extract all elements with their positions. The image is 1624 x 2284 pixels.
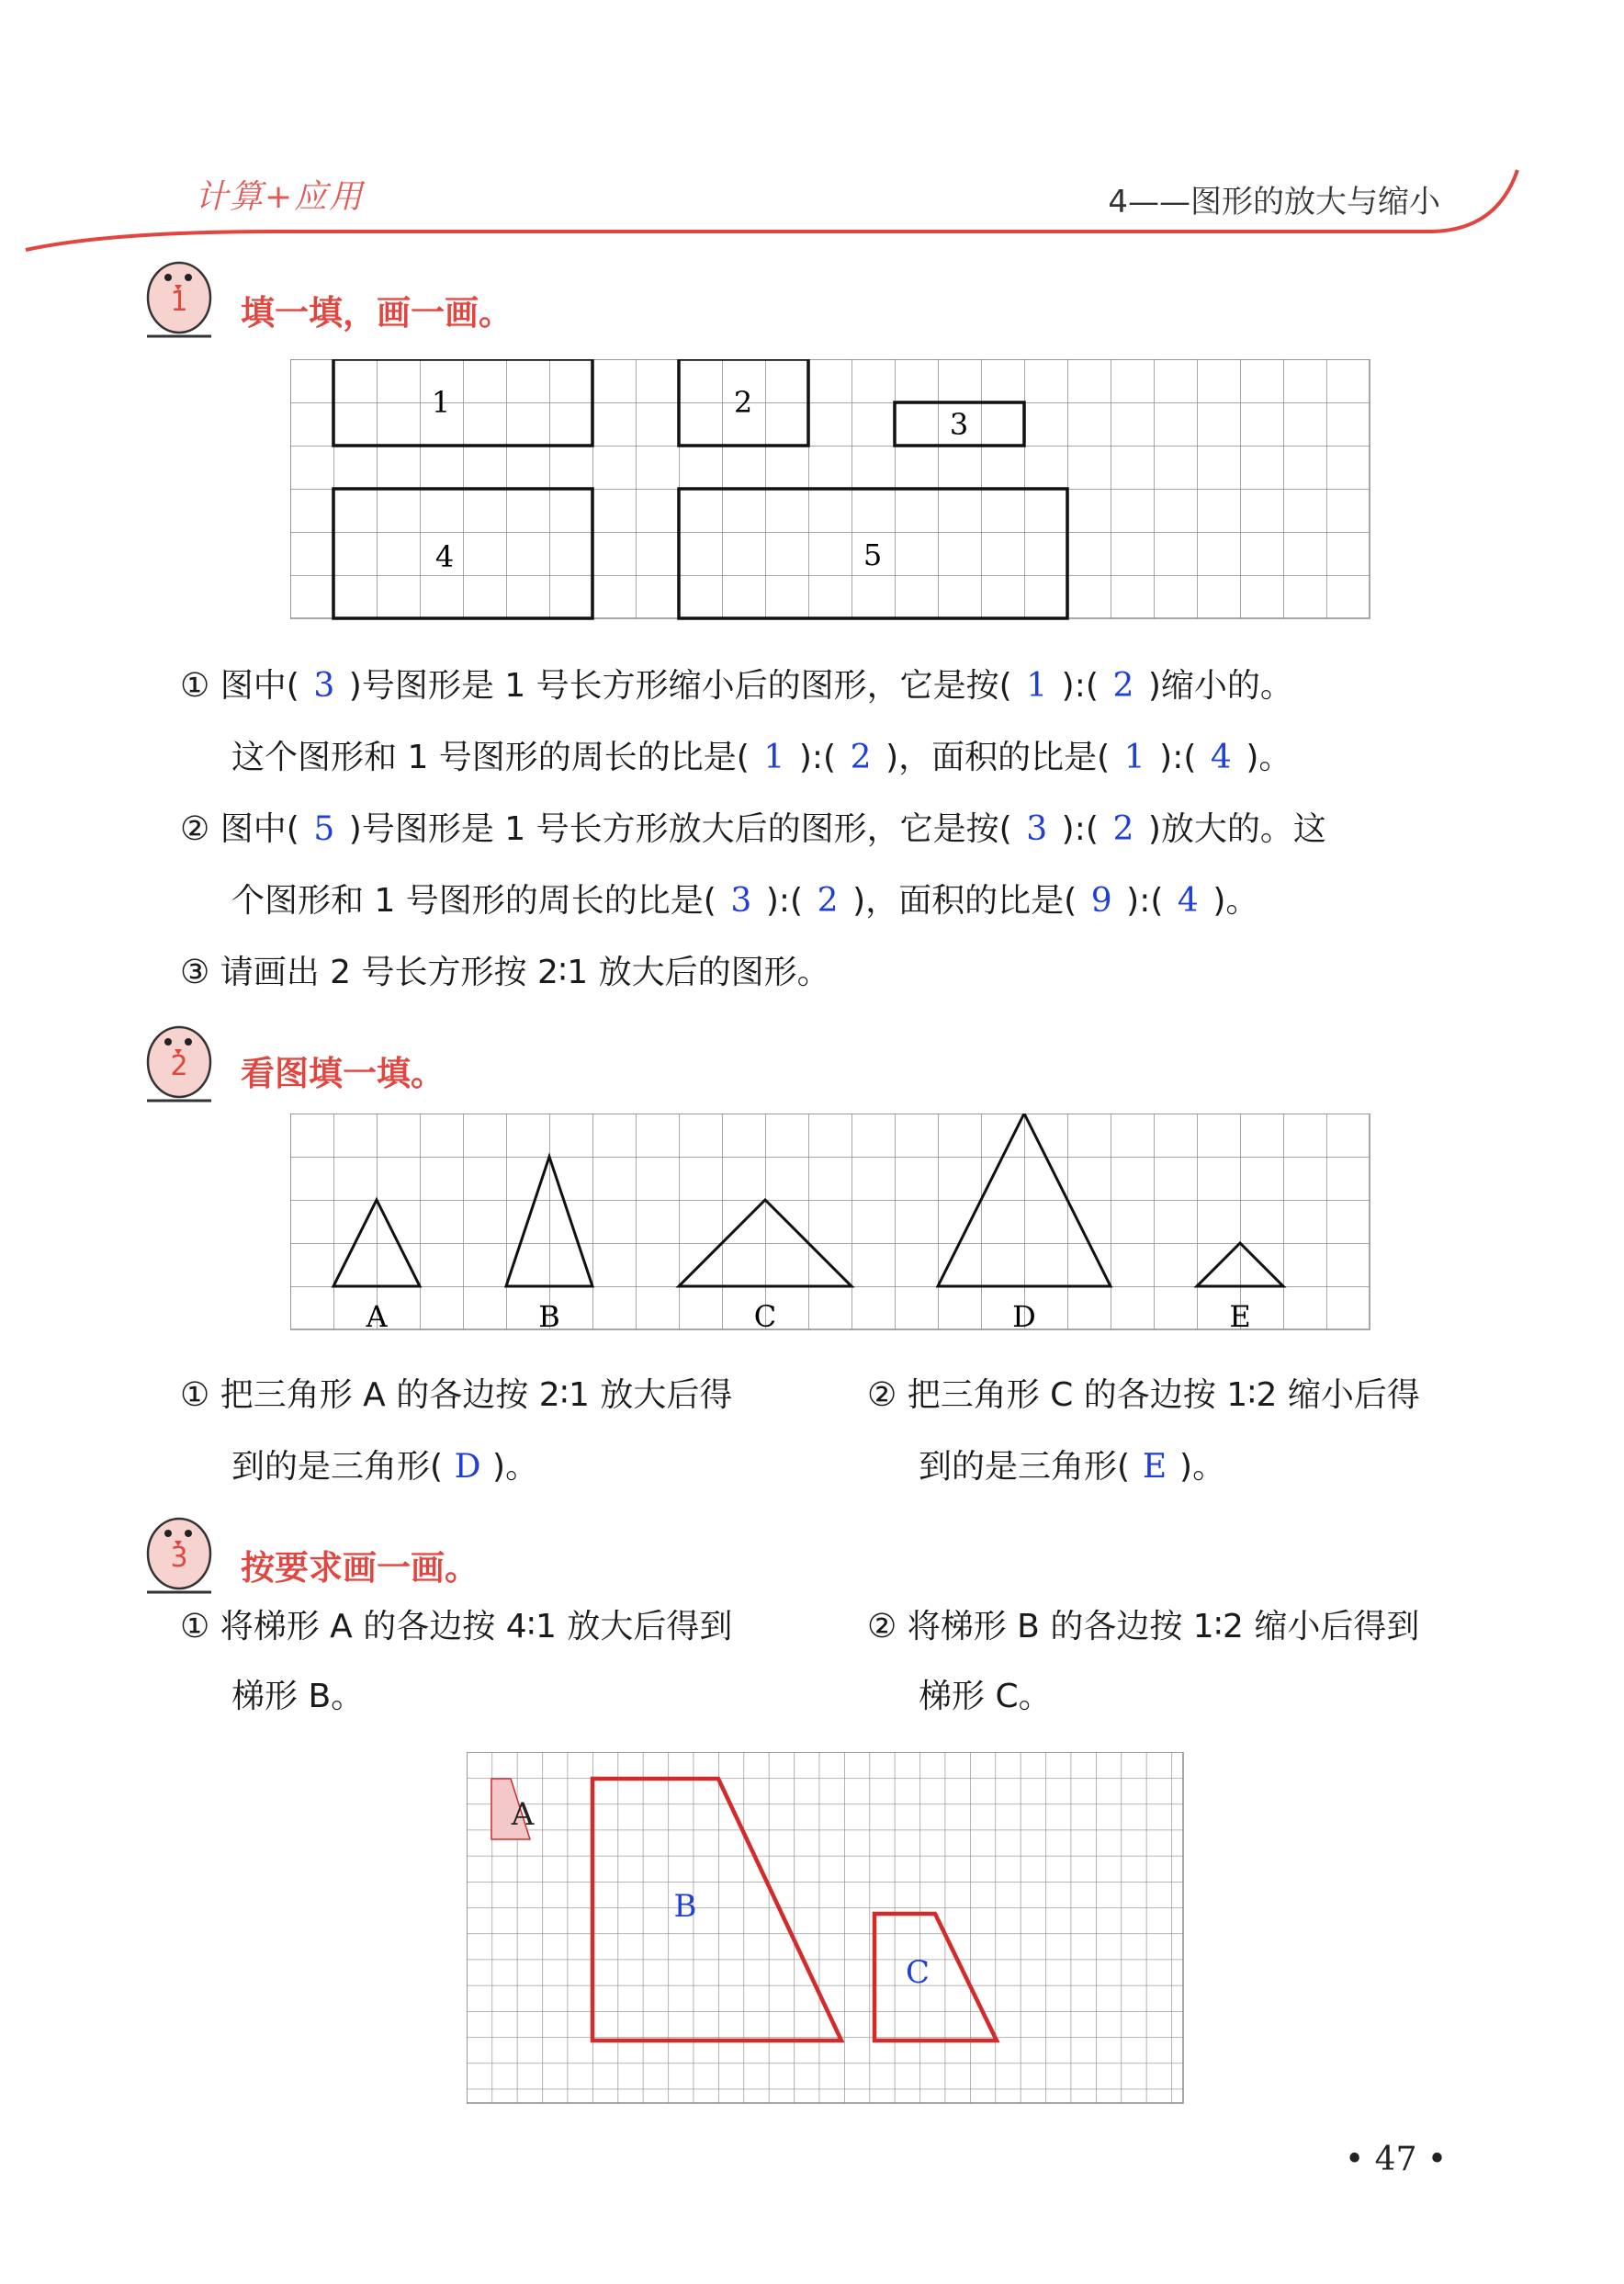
question-3-1-line-2: 梯形 B。 [231,1678,365,1715]
answer: 3 [313,667,335,705]
chapter-title: 4——图形的放大与缩小 [1108,184,1440,220]
triangle-label: E [1229,1299,1251,1334]
bird-badge-icon [138,1020,220,1112]
question-1-1-line-2: 这个图形和 1 号图形的周长的比是( 1 ):( 2 )，面积的比是( 1 ):( 4 )。 [231,739,1292,776]
page-number: • 47 • [1345,2141,1448,2178]
section-number: 2 [170,1050,188,1082]
rect-label: 2 [733,385,753,420]
section-label: 计算+应用 [195,178,365,216]
trapezoid-label: A [511,1796,535,1833]
answer: D [454,1448,481,1486]
answer: E [1142,1448,1167,1486]
triangle-label: B [538,1299,560,1334]
section-title: 看图填一填。 [241,1054,445,1093]
answer: 9 [1090,882,1112,920]
figure-trapezoids-grid [467,1752,1192,2110]
answer: 3 [730,882,752,920]
section-number: 1 [170,286,188,318]
answer: 4 [1210,739,1232,776]
figure-triangles-grid [290,1114,1383,1339]
question-1-3: ③ 请画出 2 号长方形按 2∶1 放大后的图形。 [180,954,830,991]
trapezoid-label: C [905,1954,930,1991]
answer: 2 [817,882,839,920]
rect-label: 5 [863,537,883,572]
answer: 2 [1112,667,1134,705]
answer: 4 [1177,882,1199,920]
answer: 2 [1112,810,1134,848]
question-3-2-line-2: 梯形 C。 [919,1678,1052,1715]
bird-badge-icon [138,255,220,347]
rect-label: 1 [431,385,451,420]
section-title: 填一填，画一画。 [241,293,513,333]
triangle-label: C [753,1299,777,1334]
question-1-2-line-1: ② 图中( 5 )号图形是 1 号长方形放大后的图形，它是按( 3 ):( 2 )放大的。这 [180,810,1326,848]
question-2-2-line-2: 到的是三角形( E )。 [919,1448,1226,1486]
question-1-2-line-2: 个图形和 1 号图形的周长的比是( 3 ):( 2 )，面积的比是( 9 ):( 4 )。 [231,882,1259,920]
bird-badge-icon [138,1511,220,1603]
answer: 5 [313,810,335,848]
triangle-label: D [1012,1299,1036,1334]
answer: 3 [1026,810,1048,848]
rect-label: 4 [434,539,455,574]
question-2-1-line-1: ① 把三角形 A 的各边按 2∶1 放大后得 [180,1376,733,1414]
answer: 1 [1123,739,1145,776]
header-curve [0,0,1624,276]
question-2-2-line-1: ② 把三角形 C 的各边按 1∶2 缩小后得 [867,1376,1420,1414]
rect-label: 3 [949,407,969,442]
section-title: 按要求画一画。 [241,1548,479,1588]
triangle-label: A [366,1299,388,1334]
trapezoid-label: B [673,1888,697,1925]
question-3-1-line-1: ① 将梯形 A 的各边按 4∶1 放大后得到 [180,1608,733,1645]
answer: 2 [850,739,872,776]
question-2-1-line-2: 到的是三角形( D )。 [231,1448,539,1486]
answer: 1 [1026,667,1048,705]
question-1-1-line-1: ① 图中( 3 )号图形是 1 号长方形缩小后的图形，它是按( 1 ):( 2 )缩小的。 [180,667,1293,705]
figure-rectangles-grid [290,359,1383,630]
question-3-2-line-1: ② 将梯形 B 的各边按 1∶2 缩小后得到 [867,1608,1420,1645]
section-number: 3 [170,1542,188,1574]
answer: 1 [763,739,785,776]
